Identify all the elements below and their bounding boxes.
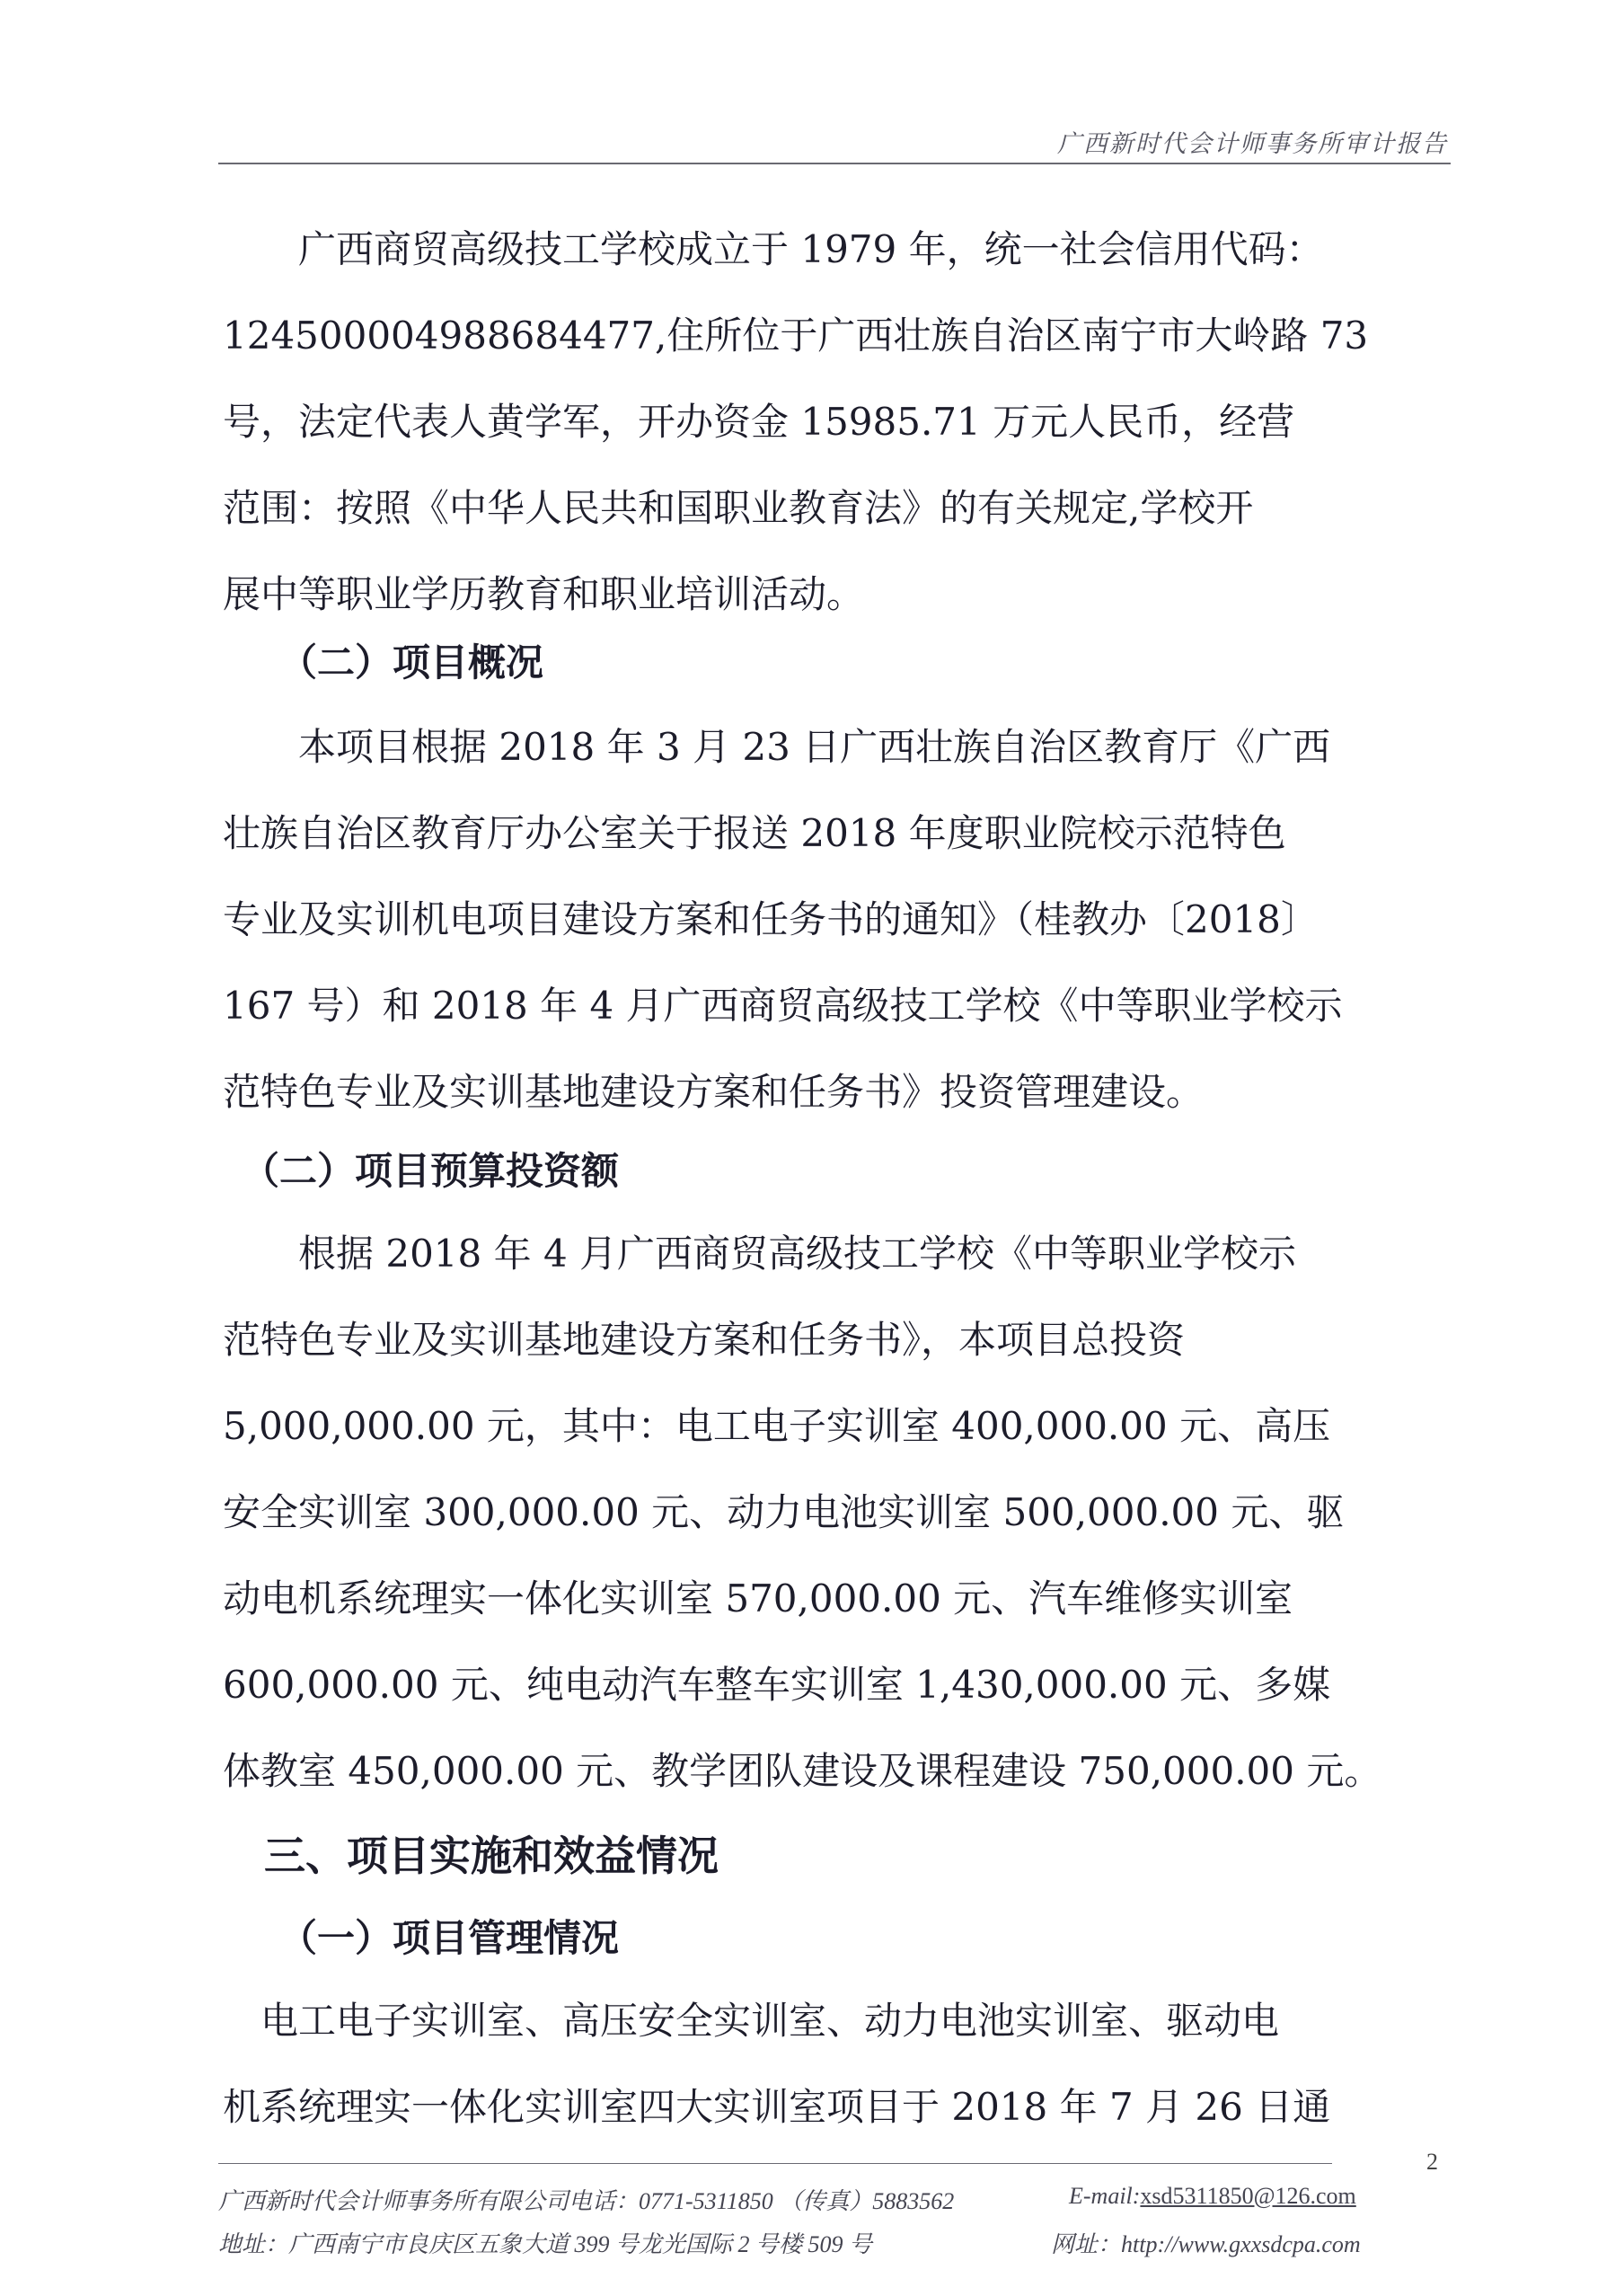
text-line: 展中等职业学历教育和职业培训活动。 [223, 572, 865, 616]
page-number: 2 [1426, 2149, 1438, 2175]
footer-email [1069, 2183, 1356, 2210]
text-line: 167 号）和 2018 年 4 月广西商贸高级技工学校《中等职业学校示 [223, 984, 1343, 1028]
text-line: 600,000.00 元、纯电动汽车整车实训室 1,430,000.00 元、多媒 [223, 1663, 1331, 1707]
paragraph-project-management [223, 1978, 1444, 2150]
footer-divider [218, 2163, 1332, 2164]
text-line: 电工电子实训室、高压安全实训室、动力电池实训室、驱动电 [223, 1999, 1280, 2043]
text-line: 范特色专业及实训基地建设方案和任务书》，本项目总投资 [223, 1318, 1186, 1362]
footer-address: 地址：广西南宁市良庆区五象大道 399 号龙光国际 2 号楼 509 号 [218, 2231, 873, 2257]
text-line: 范围：按照《中华人民共和国职业教育法》的有关规定,学校开 [223, 486, 1254, 530]
text-line: 本项目根据 2018 年 3 月 23 日广西壮族自治区教育厅《广西 [223, 725, 1331, 769]
text-line: 专业及实训机电项目建设方案和任务书的通知》（桂教办〔2018〕 [223, 897, 1319, 941]
text-line: 体教室 450,000.00 元、教学团队建设及课程建设 750,000.00 元。 [223, 1749, 1382, 1793]
paragraph-school-info [223, 207, 1444, 638]
heading-section-three: 三、项目实施和效益情况 [223, 1832, 719, 1880]
text-line: 机系统理实一体化实训室四大实训室项目于 2018 年 7 月 26 日通 [223, 2085, 1331, 2129]
footer-website[interactable]: 网址：http://www.gxxsdcpa.com [1051, 2231, 1361, 2257]
text-line: 5,000,000.00 元，其中：电工电子实训室 400,000.00 元、高压 [223, 1404, 1331, 1448]
heading-project-overview: （二）项目概况 [223, 640, 544, 684]
heading-project-budget: （二）项目预算投资额 [223, 1149, 620, 1193]
text-line: 范特色专业及实训基地建设方案和任务书》投资管理建设。 [223, 1070, 1205, 1114]
text-line: 壮族自治区教育厅办公室关于报送 2018 年度职业院校示范特色 [223, 811, 1286, 855]
email-label: E-mail: [1069, 2183, 1141, 2209]
text-line: 根据 2018 年 4 月广西商贸高级技工学校《中等职业学校示 [223, 1232, 1297, 1276]
paragraph-project-budget [223, 1211, 1444, 1815]
text-line: 广西商贸高级技工学校成立于 1979 年，统一社会信用代码： [223, 227, 1324, 271]
footer-company-phone: 广西新时代会计师事务所有限公司电话：0771-5311850 （传真）5883562 [218, 2188, 955, 2214]
text-line: 124500004988684477,住所位于广西壮族自治区南宁市大岭路 73 [223, 313, 1369, 358]
header-divider [218, 163, 1451, 164]
text-line: 动电机系统理实一体化实训室 570,000.00 元、汽车维修实训室 [223, 1576, 1293, 1620]
heading-project-management: （一）项目管理情况 [223, 1916, 620, 1960]
paragraph-project-overview [223, 704, 1444, 1135]
text-line: 安全实训室 300,000.00 元、动力电池实训室 500,000.00 元、驱 [223, 1490, 1345, 1534]
text-line: 号，法定代表人黄学军，开办资金 15985.71 万元人民币，经营 [223, 400, 1295, 444]
email-link[interactable]: xsd5311850@126.com [1140, 2183, 1356, 2209]
report-header-title: 广西新时代会计师事务所审计报告 [1057, 130, 1448, 157]
